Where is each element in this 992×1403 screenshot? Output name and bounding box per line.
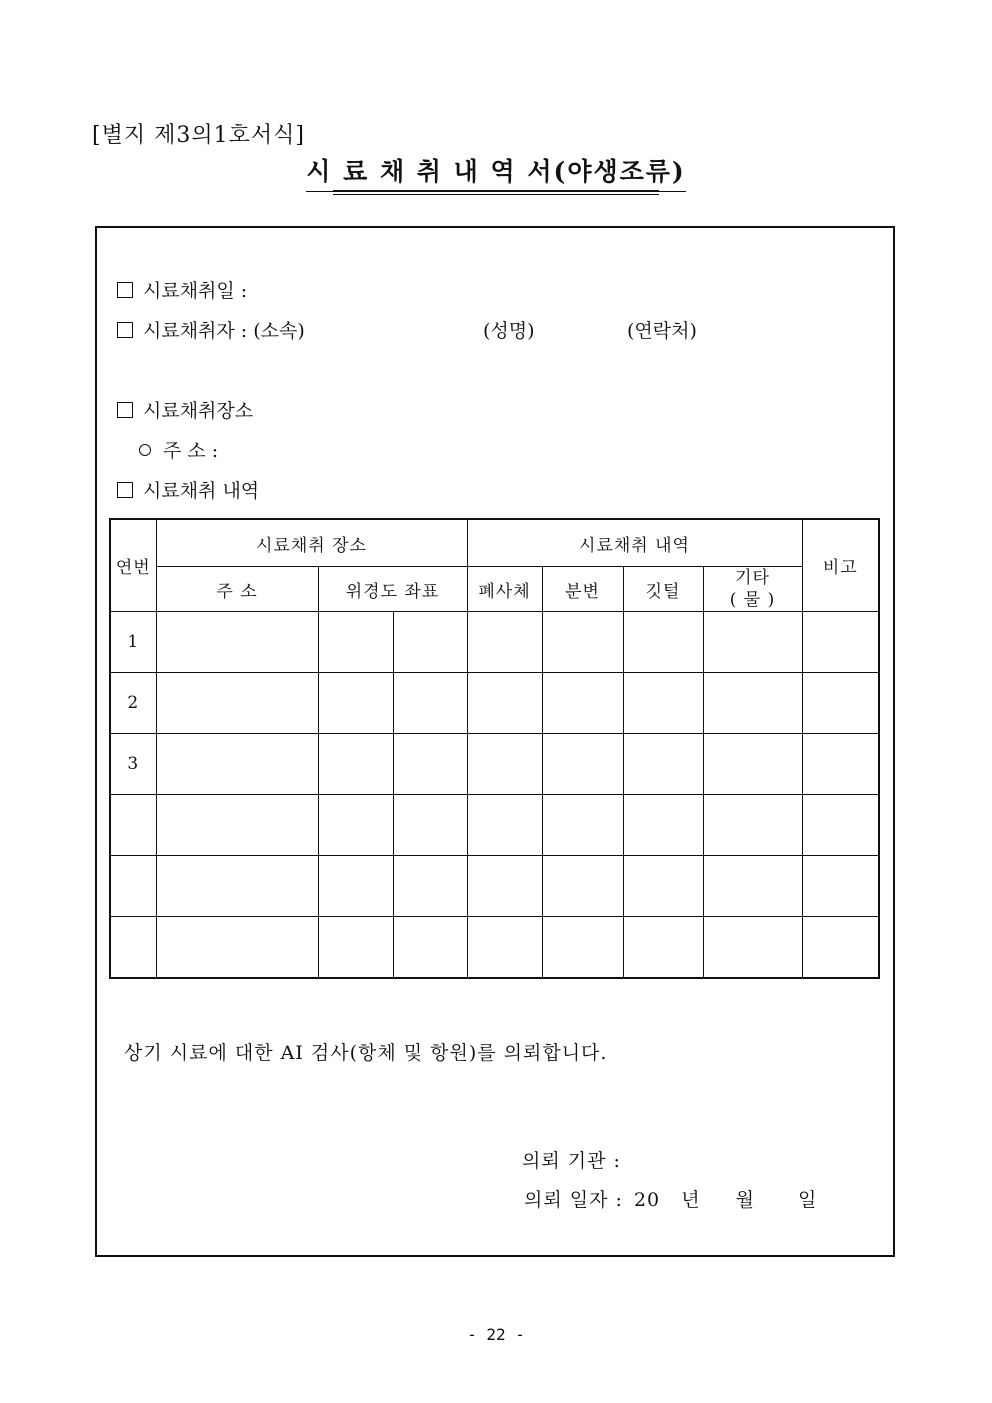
cell-longitude[interactable] [393, 734, 467, 795]
cell-feather[interactable] [623, 673, 703, 734]
header-feather: 깃털 [623, 567, 703, 612]
title-double-underline [333, 190, 659, 195]
checkbox-icon[interactable] [117, 282, 133, 298]
cell-latitude[interactable] [318, 795, 393, 856]
cell-latitude[interactable] [318, 673, 393, 734]
cell-latitude[interactable] [318, 856, 393, 917]
cell-feces[interactable] [542, 734, 623, 795]
header-other-line1: 기타 [735, 568, 770, 588]
cell-latitude[interactable] [318, 734, 393, 795]
cell-feces[interactable] [542, 795, 623, 856]
title-container [0, 152, 992, 192]
cell-carcass[interactable] [467, 917, 542, 979]
table-row [110, 673, 879, 734]
sampling-date-row [117, 276, 247, 303]
sampling-details-row [117, 476, 259, 503]
cell-note[interactable] [802, 673, 879, 734]
contact-label: (연락처) [627, 320, 697, 342]
checkbox-icon[interactable] [117, 322, 133, 338]
sampling-table [109, 518, 880, 979]
cell-latitude[interactable] [318, 917, 393, 979]
collector-label: 시료채취자 : (소속) [143, 320, 305, 342]
form-reference: [별지 제3의1호서식] [92, 123, 305, 148]
collector-row [117, 316, 305, 343]
header-note: 비고 [802, 519, 879, 612]
cell-other[interactable] [703, 856, 802, 917]
cell-address[interactable] [156, 795, 318, 856]
row-serial [110, 856, 156, 917]
cell-address[interactable] [156, 917, 318, 979]
cell-carcass[interactable] [467, 856, 542, 917]
cell-other[interactable] [703, 673, 802, 734]
year-unit: 년 [681, 1189, 701, 1211]
document-title: 시 료 채 취 내 역 서(야생조류) [306, 152, 686, 192]
header-other [703, 567, 802, 612]
header-serial: 연번 [110, 519, 156, 612]
checkbox-icon[interactable] [117, 402, 133, 418]
requesting-org-row [522, 1146, 621, 1173]
cell-carcass[interactable] [467, 734, 542, 795]
cell-feather[interactable] [623, 734, 703, 795]
header-feces: 분변 [542, 567, 623, 612]
row-serial: 2 [110, 673, 156, 734]
row-serial: 3 [110, 734, 156, 795]
cell-note[interactable] [802, 612, 879, 673]
cell-latitude[interactable] [318, 612, 393, 673]
page-number: - 22 - [467, 1325, 525, 1344]
cell-longitude[interactable] [393, 673, 467, 734]
cell-note[interactable] [802, 917, 879, 979]
cell-feather[interactable] [623, 856, 703, 917]
header-sampling-place: 시료채취 장소 [156, 519, 467, 567]
cell-other[interactable] [703, 734, 802, 795]
header-coordinates: 위경도 좌표 [318, 567, 467, 612]
header-other-line2: ( 물 ) [729, 590, 776, 610]
cell-feather[interactable] [623, 917, 703, 979]
request-date-row [524, 1185, 817, 1212]
cell-longitude[interactable] [393, 917, 467, 979]
cell-carcass[interactable] [467, 612, 542, 673]
table-row [110, 856, 879, 917]
cell-note[interactable] [802, 734, 879, 795]
sampling-details-label: 시료채취 내역 [143, 480, 260, 502]
cell-note[interactable] [802, 795, 879, 856]
cell-other[interactable] [703, 917, 802, 979]
cell-feces[interactable] [542, 856, 623, 917]
cell-longitude[interactable] [393, 856, 467, 917]
cell-feces[interactable] [542, 612, 623, 673]
cell-note[interactable] [802, 856, 879, 917]
month-unit: 월 [735, 1189, 755, 1211]
row-serial [110, 795, 156, 856]
header-sampling-details: 시료채취 내역 [467, 519, 802, 567]
cell-feces[interactable] [542, 673, 623, 734]
row-serial: 1 [110, 612, 156, 673]
cell-carcass[interactable] [467, 795, 542, 856]
checkbox-icon[interactable] [117, 482, 133, 498]
request-statement: 상기 시료에 대한 AI 검사(항체 및 항원)를 의뢰합니다. [124, 1042, 608, 1064]
sampling-place-row [117, 396, 253, 423]
cell-address[interactable] [156, 673, 318, 734]
sampling-date-label: 시료채취일 : [143, 280, 248, 302]
address-row [139, 436, 218, 463]
table-row [110, 917, 879, 979]
cell-feces[interactable] [542, 917, 623, 979]
requesting-org-label: 의뢰 기관 : [522, 1150, 621, 1172]
header-address: 주 소 [156, 567, 318, 612]
cell-address[interactable] [156, 734, 318, 795]
cell-carcass[interactable] [467, 673, 542, 734]
circle-bullet-icon [139, 444, 151, 456]
cell-feather[interactable] [623, 795, 703, 856]
cell-other[interactable] [703, 795, 802, 856]
sampling-place-label: 시료채취장소 [143, 400, 254, 422]
cell-address[interactable] [156, 612, 318, 673]
table-row [110, 795, 879, 856]
address-label: 주 소 : [163, 440, 219, 462]
cell-feather[interactable] [623, 612, 703, 673]
row-serial [110, 917, 156, 979]
day-unit: 일 [798, 1189, 818, 1211]
cell-longitude[interactable] [393, 795, 467, 856]
request-date-label: 의뢰 일자 : [524, 1189, 623, 1211]
header-carcass: 폐사체 [467, 567, 542, 612]
name-label: (성명) [483, 320, 535, 342]
cell-longitude[interactable] [393, 612, 467, 673]
cell-other[interactable] [703, 612, 802, 673]
cell-address[interactable] [156, 856, 318, 917]
year-prefix: 20 [633, 1189, 661, 1211]
table-row [110, 612, 879, 673]
table-row [110, 734, 879, 795]
